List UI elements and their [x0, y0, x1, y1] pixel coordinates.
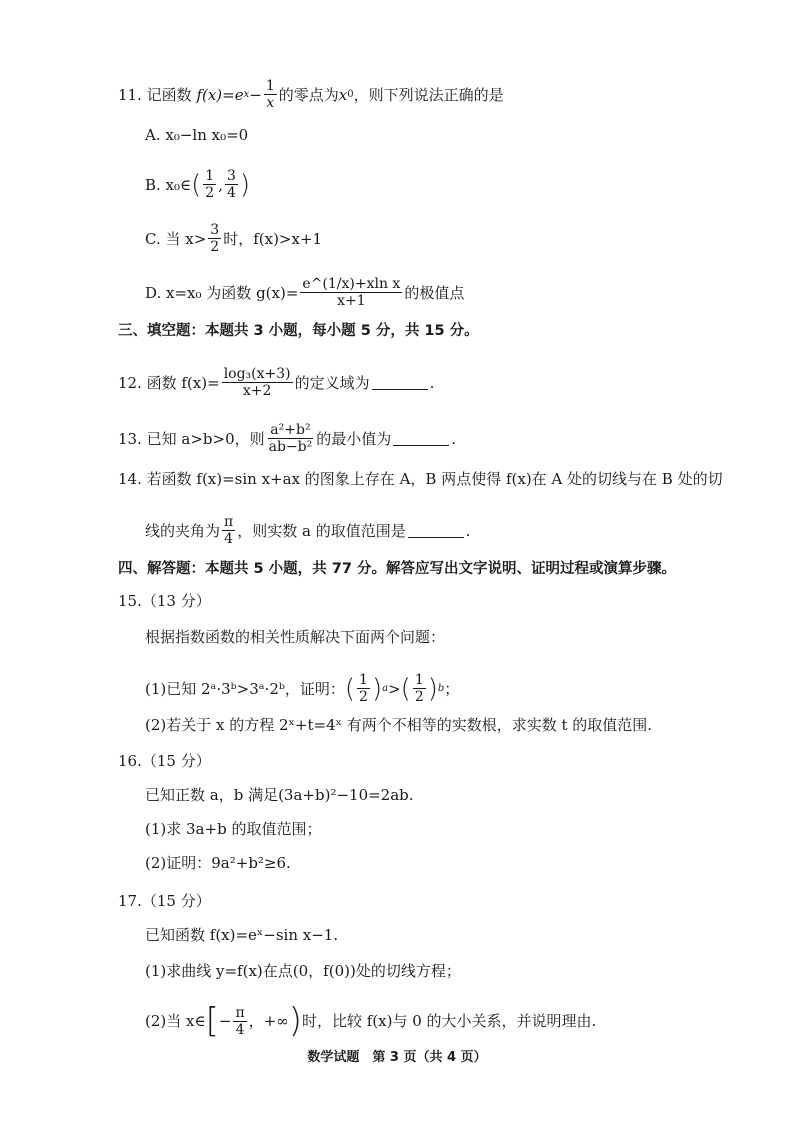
q11-option-d: D. x=x₀ 为函数 g(x)= $\frac{\text{e\textasciicircum{}(1/x)+xln x}}{x+1}$ 的极值点 [145, 276, 465, 309]
q13-answer-blank [393, 431, 449, 446]
section-4-heading: 四、解答题：本题共 5 小题，共 77 分。解答应写出文字说明、证明过程或演算步骤。 [118, 561, 676, 577]
q16-part2: (2)证明：9a²+b²≥6. [145, 854, 291, 872]
q14-line2: 线的夹角为 $\frac{\pi}{4}$ ，则实数 a 的取值范围是 . [145, 514, 471, 547]
section-3-heading: 三、填空题：本题共 3 小题，每小题 5 分，共 15 分。 [118, 323, 479, 339]
q15-intro: 根据指数函数的相关性质解决下面两个问题： [145, 628, 446, 646]
q15-part2: (2)若关于 x 的方程 2ˣ+t=4ˣ 有两个不相等的实数根，求实数 t 的取值范围. [145, 716, 653, 734]
q16-part1: (1)求 3a+b 的取值范围； [145, 820, 322, 838]
q17-part2: (2)当 x∈ [ − $\frac{\pi}{4}$ ，+∞ ) 时，比较 f(x)与 0 的大小关系，并说明理由. [145, 1001, 597, 1041]
q11-stem: 11. 记函数 f(x)=e x − $\frac{1}{x}$ 的零点为 x 0 ，则下列说法正确的是 [118, 78, 504, 111]
q17-intro: 已知函数 f(x)=eˣ−sin x−1. [145, 926, 339, 944]
q16-intro: 已知正数 a，b 满足(3a+b)²−10=2ab. [145, 786, 414, 804]
q15-part1: (1)已知 2ᵃ·3ᵇ>3ᵃ·2ᵇ，证明： ( $\frac{1}{2}$ ) a > ( $\frac{1}{2}$ ) b ； [145, 672, 460, 705]
q14-answer-blank [408, 523, 464, 538]
q11-option-b: B. x₀∈ ( $\frac{1}{2}$ , $\frac{3}{4}$ ) [145, 168, 251, 201]
q12-answer-blank [372, 375, 428, 390]
q13: 13. 已知 a>b>0，则 $\frac{\text{a²+b²}}{\text{ab−b²}}$ 的最小值为 . [118, 422, 457, 455]
q11-option-c: C. 当 x> $\frac{3}{2}$ 时，f(x)>x+1 [145, 222, 323, 255]
q17-heading: 17.（15 分） [118, 892, 211, 910]
q15-heading: 15.（13 分） [118, 592, 211, 610]
q12: 12. 函数 f(x)= $\frac{\text{log₃(x+3)}}{x+2}$ 的定义域为 . [118, 366, 435, 399]
q14-line1: 14. 若函数 f(x)=sin x+ax 的图象上存在 A，B 两点使得 f(x)在 A 处的切线与在 B 处的切 [118, 470, 723, 488]
page-footer: 数学试题 第 3 页（共 4 页） [307, 1050, 487, 1065]
q16-heading: 16.（15 分） [118, 752, 211, 770]
q11-fraction: $\frac{1}{x}$ [265, 78, 275, 111]
q17-part1: (1)求曲线 y=f(x)在点(0，f(0))处的切线方程； [145, 962, 461, 980]
q11-option-a: A. x₀−ln x₀=0 [145, 126, 249, 144]
